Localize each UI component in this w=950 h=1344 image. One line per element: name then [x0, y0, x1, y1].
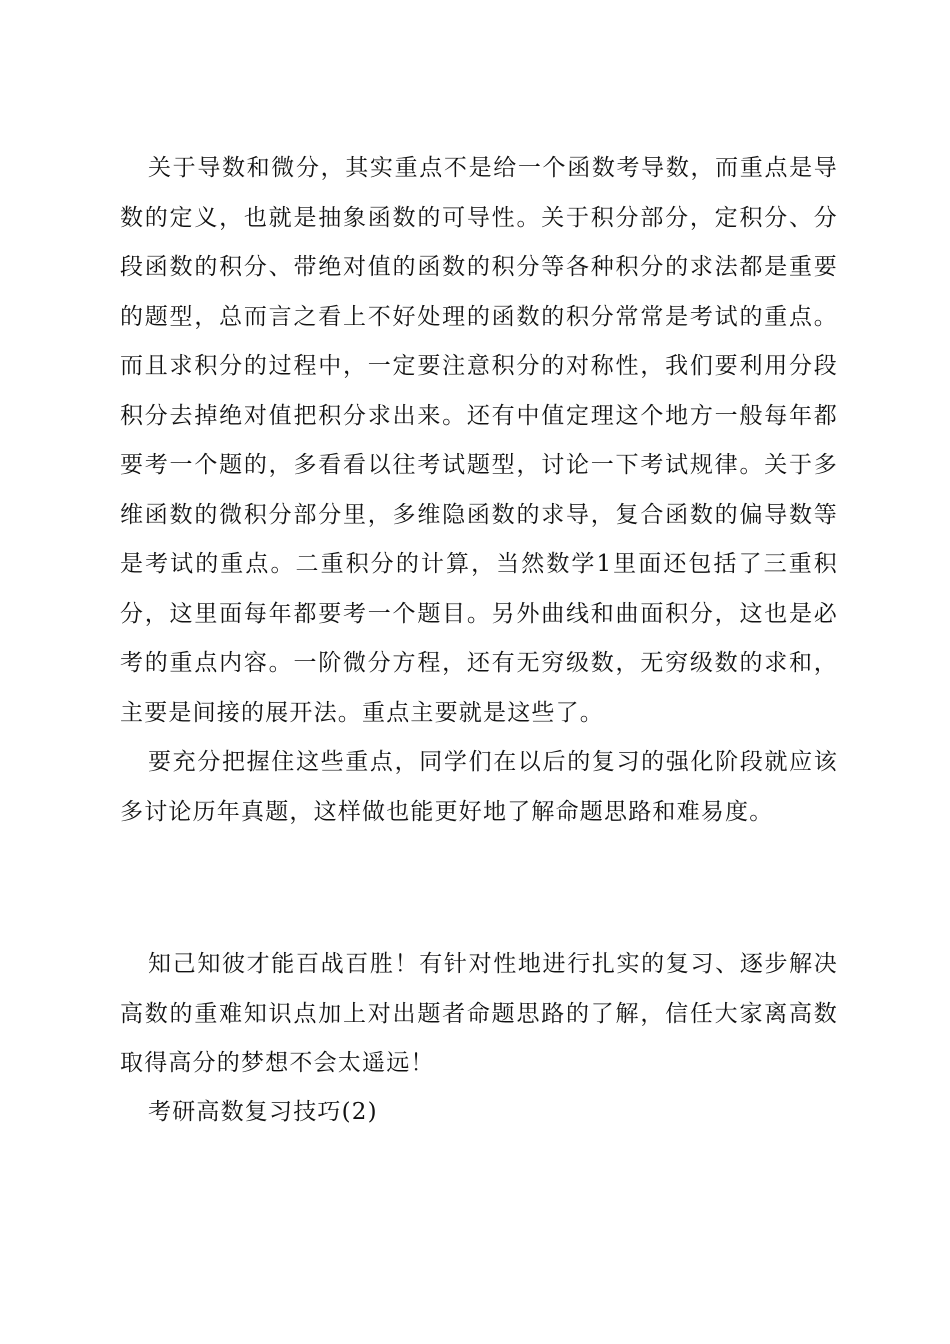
section-title: 考研高数复习技巧(2)	[148, 1099, 378, 1125]
paragraph-calculus-key-points: 关于导数和微分，其实重点不是给一个函数考导数，而重点是导数的定义，也就是抽象函数的可导性。关于积分部分，定积分、分段函数的积分、带绝对值的函数的积分等各种积分的求法都是重要的题型，总而言之看上不好处理的函数的积分常常是考试的重点。而且求积分的过程中，一定要注意积分的对称性，我们要利用分段积分去掉绝对值把积分求出来。还有中值定理这个地方一般每年都要考一个题的，多看看以往考试题型，讨论一下考试规律。关于多维函数的微积分部分里，多维隐函数的求导，复合函数的偏导数等是考试的重点。二重积分的计算，当然数学1里面还包括了三重积分，这里面每年都要考一个题目。另外曲线和曲面积分，这也是必考的重点内容。一阶微分方程，还有无穷级数，无穷级数的求和，主要是间接的展开法。重点主要就是这些了。	[120, 155, 838, 726]
paragraph-review-advice: 要充分把握住这些重点，同学们在以后的复习的强化阶段就应该多讨论历年真题，这样做也能更好地了解命题思路和难易度。	[120, 749, 838, 825]
paragraph-conclusion: 知己知彼才能百战百胜！有针对性地进行扎实的复习、逐步解决高数的重难知识点加上对出题者命题思路的了解，信任大家离高数取得高分的梦想不会太遥远！	[120, 951, 838, 1076]
body-text-top	[120, 144, 838, 837]
body-text-bottom	[120, 940, 838, 1089]
